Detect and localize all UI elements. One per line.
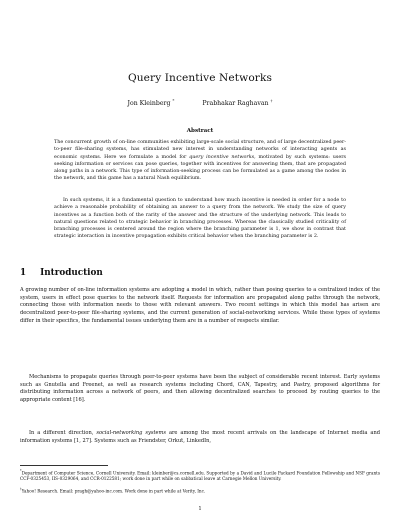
- abstract-p1-part-b: , motivated by such systems: users seeking information or services can pose queries, together with incentives for answering them, that are propagated along paths in a network. This type of information-seeking process can be formulated as a game among the nodes in the network, and this game has a natural Nash equilibrium.: [54, 153, 347, 182]
- body-p3-part-b: are among the most recent arrivals on the landscape of Internet media and information systems [1, 27]. Systems such as Friendster, Orkut, LinkedIn,: [20, 430, 380, 444]
- footnote-1-text: Department of Computer Science, Cornell University. Email: kleinber@cs.cornell.edu. Supported by a David and Lucile Packard Foundation Fellowship and NSF grants CCF-0325453, IIS-0329064, and CCR-0122581; work done in part while on sabbatical leave at Carnegie Mellon University.: [20, 470, 380, 482]
- footnote-rule: [20, 465, 108, 466]
- footnote-2-mark: †: [20, 487, 22, 491]
- section-title: Introduction: [40, 268, 103, 278]
- author-1-mark: *: [172, 98, 175, 103]
- abstract-heading: Abstract: [186, 128, 214, 134]
- footnote-2-text: Yahoo! Research. Email: pragh@yahoo-inc.com. Work done in part while at Verity, Inc.: [21, 488, 206, 494]
- section-heading: [20, 268, 103, 278]
- abstract-p1-emphasis: query incentive networks: [189, 153, 255, 160]
- body-p3-emphasis: social-networking systems: [96, 430, 166, 436]
- author-2-mark: †: [270, 98, 273, 103]
- body-paragraph-2: Mechanisms to propagate queries through peer-to-peer systems have been the subject of considerable recent interest. Early systems such as Gnutella and Freenet, as well as research systems including Chord, CAN, Tapestry, and Pastry, proposed algorithms for distributing information across a network of peers, and then allowing decentralized searches to proceed by routing queries to the appropriate content [16].: [20, 374, 380, 404]
- body-paragraph-1: A growing number of on-line information systems are adopting a model in which, rather than posing queries to a centralized index of the system, users in effect pose queries to the network itself. Requests for information are propagated along paths through the network, connecting those with information needs to those with relevant answers. Two recent settings in which this model has arisen are decentralized peer-to-peer file-sharing systems, and the current generation of social-networking services. While these types of systems differ in their specifics, the fundamental issues underlying them are in a number of respects similar.: [20, 287, 380, 324]
- author-1-name: Jon Kleinberg: [127, 100, 171, 108]
- footnote-1: [20, 469, 380, 482]
- body-paragraph-3: [20, 430, 380, 445]
- abstract-paragraph-1: [54, 139, 346, 183]
- page-number: 1: [198, 506, 202, 512]
- footnote-2: [20, 487, 380, 494]
- footnote-1-mark: *: [20, 469, 22, 473]
- paper-title: Query Incentive Networks: [127, 72, 273, 84]
- author-line: [0, 98, 400, 107]
- section-number: 1: [20, 268, 27, 278]
- body-p3-part-a: In a different direction,: [29, 430, 97, 436]
- author-1: [128, 100, 175, 107]
- author-2: [202, 100, 272, 107]
- abstract-p1-part-a: The concurrent growth of on-line communities exhibiting large-scale social structure, and of large decentralized peer-to-peer file-sharing systems, has stimulated new interest in understanding networks of interacting agents as economic systems. Here we formulate a model for: [54, 139, 346, 160]
- abstract-paragraph-2: In such systems, it is a fundamental question to understand how much incentive is needed in order for a node to achieve a reasonable probability of obtaining an answer to a query from the network. We study the size of query incentives as a function both of the rarity of the answer and the structure of the underlying network. This leads to natural questions related to strategic behavior in branching processes. Whereas the classically studied criticality of branching processes is centered around the region where the branching parameter is 1, we show in contrast that strategic interaction in incentive propagation exhibits critical behavior when the branching parameter is 2.: [54, 197, 346, 240]
- author-2-name: Prabhakar Raghavan: [202, 100, 269, 108]
